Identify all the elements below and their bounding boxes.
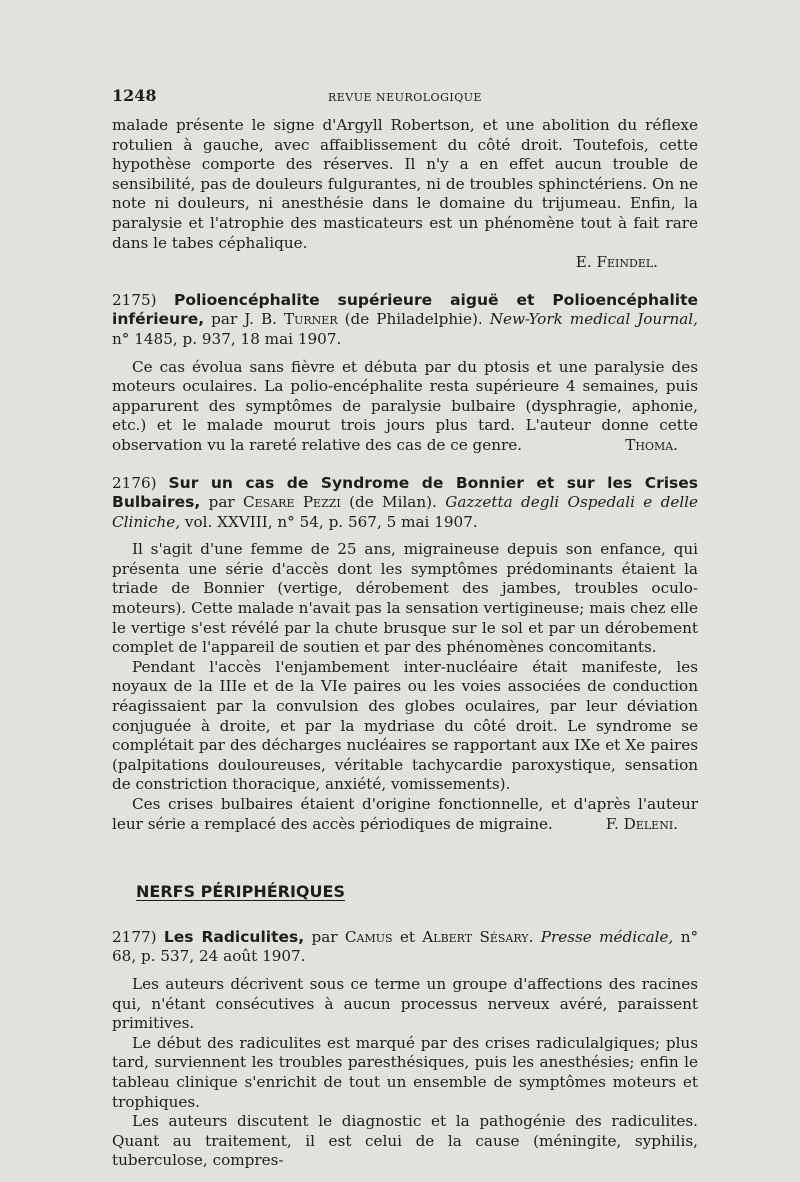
section-title: NERFS PÉRIPHÉRIQUES [136,882,345,902]
page-header [112,86,698,110]
entry-2177-paragraph-1: Les auteurs décrivent sous ce terme un groupe d'affections des racines qui, n'étant consécutives à aucun processus nerveux avéré, paraissent primitives. [112,974,698,1033]
previous-entry-text: malade présente le signe d'Argyll Robertson, et une abolition du réflexe rotulien à gauche, avec affaiblissement du côté droit. Toutefois, cette hypothèse comporte des réserves. Il n'y a en effet aucun trouble de sensibilité, pas de douleurs fulgurantes, ni de troubles sphinctériens. On ne note ni douleurs, ni anesthésie dans le domaine du trijumeau. Enfin, la paralysie et l'atrophie des masticateurs est un phénomène tout à fait rare dans le tabes céphalique. [112,116,698,252]
entry-2177-paragraph-2: Le début des radiculites est marqué par des crises radiculalgiques; plus tard, surviennent les troubles paresthésiques, puis les anesthésies; enfin le tableau clinique s'enrichit de tout un ensemble de symptômes moteurs et trophiques. [112,1033,698,1111]
entry-2177-number: 2177) [112,927,157,946]
entry-2176-signature: F. Deleni. [605,814,678,833]
entry-2176-paragraph-3-text: Ces crises bulbaires étaient d'origine fonctionnelle, et d'après l'auteur leur série a remplacé des accès périodiques de migraine. [112,795,698,833]
previous-entry-signature: E. Feindel. [575,253,658,272]
entry-2177-journal: Presse médicale, [540,927,674,946]
running-title: REVUE NEUROLOGIQUE [327,91,483,104]
entry-2177-heading [112,928,698,967]
entry-2176-paragraph-1: Il s'agit d'une femme de 25 ans, migraineuse depuis son enfance, qui présenta une série d'accès dont les symptômes prédominants étaient la triade de Bonnier (vertige, dérobement des jambes, troubles oculo-moteurs). Cette malade n'avait pas la sensation vertigineuse; mais chez elle le vertige s'est révélé par la chute brusque sur le sol et par un dérobement complet de l'appareil de soutien et par des phénomènes concomitants. [112,540,698,657]
entry-2177-body [112,975,698,1171]
page-number: 1248 [112,86,157,105]
entry-2175-body [112,358,698,456]
entry-2177-and: et [399,927,415,946]
entry-2175-body-text: Ce cas évolua sans fièvre et débuta par du ptosis et une paralysie des moteurs oculaires. La polio-encéphalite resta supérieure 4 semaines, puis apparurent des symptômes de paralysie bulbaire (dysphragie, aphonie, etc.) et le malade mourut trois jours plus tard. L'auteur donne cette observation vu la rareté relative des cas de ce genre. [112,357,698,454]
entry-2176-by: par [208,493,235,512]
entry-2175-by: par J. B. [211,310,277,329]
entry-2175-number: 2175) [112,290,157,309]
entry-2176-number: 2176) [112,473,157,492]
entry-2176-journal: Gazzetta degli Ospedali e delle Cliniche, [112,493,699,531]
entry-2177-ref: n° 68, p. 537, 24 août 1907. [112,927,699,966]
entry-2176-paragraph-3 [112,795,698,834]
entry-2176-body [112,540,698,834]
entry-2176-ref: vol. XXVIII, n° 54, p. 567, 5 mai 1907. [184,512,478,531]
entry-2176-author: Cesare Pezzi [243,493,341,512]
entry-2175-journal: New-York medical Journal, [489,310,698,329]
entry-2175-author: Turner [283,310,338,329]
page-content [112,86,698,1171]
entry-2176-origin: (de Milan). [349,493,437,512]
entry-2175-signature: Thoma. [625,435,678,454]
entry-2177-paragraph-3: Les auteurs discutent le diagnostic et la pathogénie des radiculites. Quant au traitement, il est celui de la cause (méningite, syphilis, tuberculose, compres- [112,1112,698,1170]
entry-2176-title: Sur un cas de Syndrome de Bonnier et sur les Crises Bulbaires, [112,473,699,512]
entry-2175-paragraph [112,358,698,456]
entry-2176-paragraph-2: Pendant l'accès l'enjambement inter-nucléaire était manifeste, les noyaux de la IIIe et de la VIe paires ou les voies associées de conduction réagissaient par la convulsion des globes oculaires, par leur déviation conjuguée à droite, et par la mydriase du côté droit. Le syndrome se complétait par des décharges nucléaires se rapportant aux IXe et Xe paires (palpitations douloureuses, véritable tachycardie paroxystique, sensation de constriction thoracique, anxiété, vomissements). [112,657,698,794]
entry-2176-heading [112,474,698,533]
entry-2177-title: Les Radiculites, [163,927,305,946]
entry-2177-author: Camus [344,927,393,946]
entry-2175-title: Polioencéphalite supérieure aiguë et Polioencéphalite inférieure, [112,290,698,329]
entry-2175-heading [112,291,698,350]
entry-2175-origin: (de Philadelphie). [344,310,483,329]
entry-2175-ref: n° 1485, p. 937, 18 mai 1907. [112,329,342,348]
entry-2177-author-2: Albert Sésary. [422,927,534,946]
entry-2177-by: par [311,927,338,946]
